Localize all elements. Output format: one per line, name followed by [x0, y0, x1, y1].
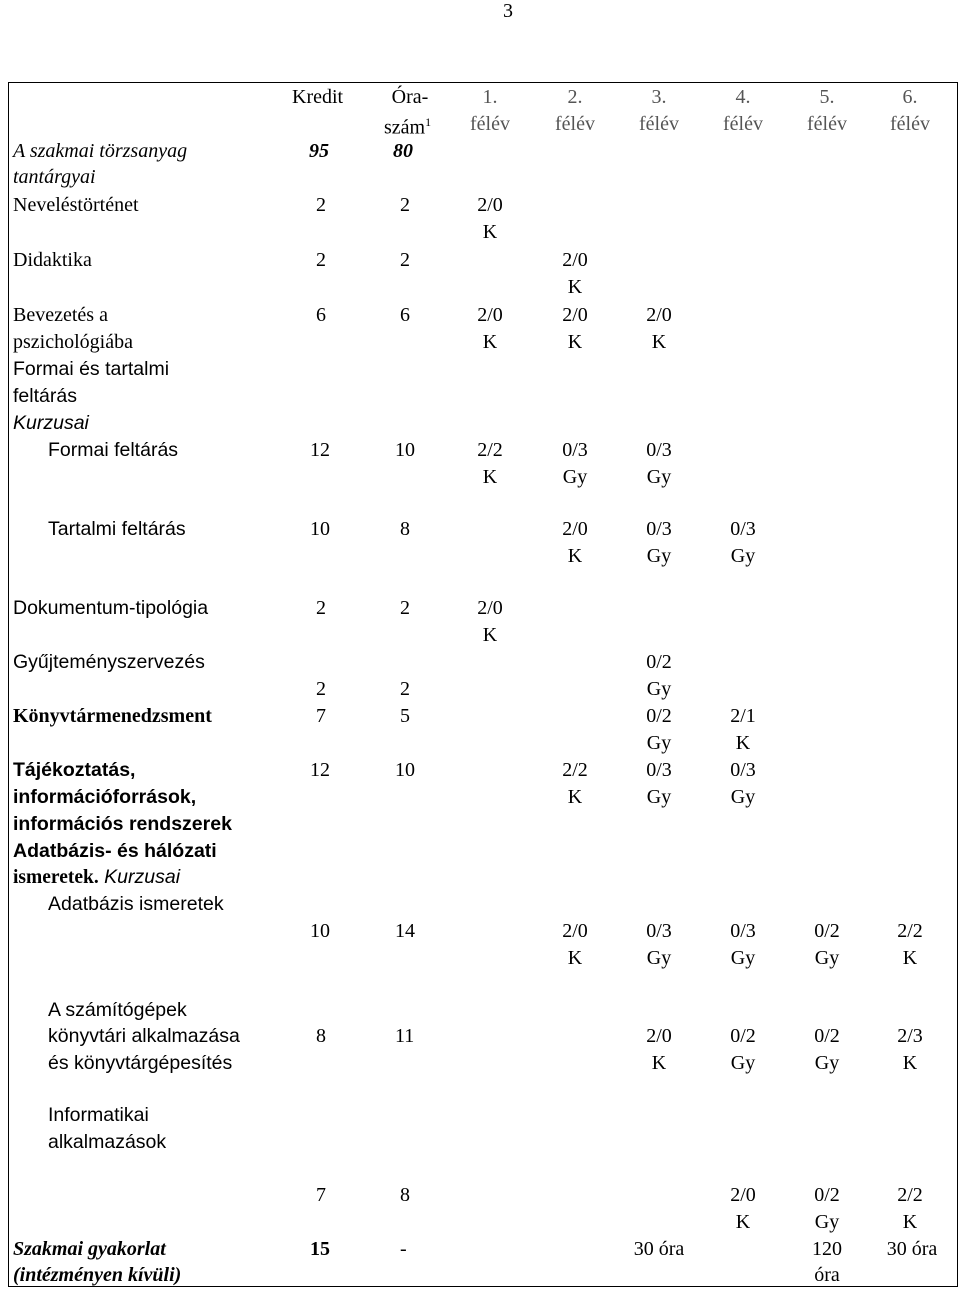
- row-formai-s3-type: Gy: [646, 466, 672, 488]
- row-bevezetes-label-line1: Bevezetés a: [13, 304, 108, 326]
- row-bevezetes-ora: 6: [400, 304, 410, 326]
- row-bevezetes-s1-type: K: [482, 331, 498, 353]
- row-szamitogepek-label-line1: A számítógépek: [48, 999, 187, 1021]
- row-formai-label: Formai feltárás: [48, 439, 179, 461]
- header-semester-2-label: félév: [555, 113, 595, 135]
- header-kredit: Kredit: [292, 86, 344, 108]
- row-gyakorlat-s5-unit: óra: [814, 1264, 840, 1286]
- header-oraszam-line1: Óra-: [391, 86, 429, 108]
- row-tajekoztatas-label-line3: információs rendszerek: [13, 813, 232, 835]
- row-nevelestortenet-s1-type: K: [482, 221, 498, 243]
- row-didaktika-s2: 2/0: [562, 249, 588, 271]
- row-gyujtemeny-s3-type: Gy: [646, 678, 672, 700]
- header-semester-5-num: 5.: [819, 86, 835, 108]
- row-adatbazis-s2: 2/0: [562, 920, 588, 942]
- row-nevelestortenet-kredit: 2: [316, 194, 326, 216]
- row-torzs-label-line1: A szakmai törzsanyag: [13, 140, 188, 162]
- row-bevezetes-kredit: 6: [316, 304, 326, 326]
- header-semester-6-label: félév: [890, 113, 930, 135]
- row-szamitogepek-s5-type: Gy: [814, 1052, 840, 1074]
- row-adatbazis-s5: 0/2: [814, 920, 840, 942]
- row-konyvtarmen-label: Könyvtármenedzsment: [13, 705, 212, 727]
- row-tajekoztatas-label-line2: információforrások,: [13, 786, 197, 808]
- row-gyujtemeny-label: Gyűjteményszervezés: [13, 651, 205, 673]
- row-formai-kredit: 12: [310, 439, 330, 461]
- header-semester-5-label: félév: [807, 113, 847, 135]
- row-formai-tartalmi-label-line1: Formai és tartalmi: [13, 358, 170, 380]
- row-tajekoztatas-s4: 0/3: [730, 759, 756, 781]
- row-tajekoztatas-s4-type: Gy: [730, 786, 756, 808]
- row-tartalmi-ora: 8: [400, 518, 410, 540]
- header-oraszam-line2: szám$^1$: [384, 115, 432, 139]
- row-bevezetes-s3: 2/0: [646, 304, 672, 326]
- row-szamitogepek-kredit: 8: [316, 1025, 326, 1047]
- row-adatbazis-s4: 0/3: [730, 920, 756, 942]
- row-informatikai-s4: 2/0: [730, 1184, 756, 1206]
- row-konyvtarmen-s3: 0/2: [646, 705, 672, 727]
- row-adatbazis-s3-type: Gy: [646, 947, 672, 969]
- row-informatikai-s4-type: K: [735, 1211, 751, 1233]
- row-tajekoztatas-s2-type: K: [567, 786, 583, 808]
- row-informatikai-s6: 2/2: [897, 1184, 923, 1206]
- header-semester-4-num: 4.: [735, 86, 751, 108]
- page-number: 3: [503, 0, 513, 22]
- row-informatikai-s5: 0/2: [814, 1184, 840, 1206]
- row-konyvtarmen-ora: 5: [400, 705, 410, 727]
- row-adatbazis-kredit: 10: [310, 920, 330, 942]
- row-szamitogepek-ora: 11: [395, 1025, 415, 1047]
- row-bevezetes-s2-type: K: [567, 331, 583, 353]
- row-gyujtemeny-ora: 2: [400, 678, 410, 700]
- row-tajekoztatas-s2: 2/2: [562, 759, 588, 781]
- row-nevelestortenet-s1: 2/0: [477, 194, 503, 216]
- row-informatikai-kredit: 7: [316, 1184, 326, 1206]
- row-konyvtarmen-kredit: 7: [316, 705, 326, 727]
- row-nevelestortenet-ora: 2: [400, 194, 410, 216]
- row-gyakorlat-s3: 30 óra: [633, 1238, 685, 1260]
- row-tajekoztatas-s3-type: Gy: [646, 786, 672, 808]
- row-szamitogepek-s3: 2/0: [646, 1025, 672, 1047]
- row-gyakorlat-s5: 120: [812, 1238, 842, 1260]
- row-tartalmi-s3: 0/3: [646, 518, 672, 540]
- row-dokumentum-ora: 2: [400, 597, 410, 619]
- row-adatbazis-ora: 14: [395, 920, 415, 942]
- row-gyakorlat-label-line1: Szakmai gyakorlat: [13, 1238, 166, 1260]
- row-tartalmi-kredit: 10: [310, 518, 330, 540]
- row-tajekoztatas-label-line1: Tájékoztatás,: [13, 759, 136, 781]
- row-bevezetes-label-line2: pszichológiába: [13, 331, 133, 353]
- row-adatbazis-s6: 2/2: [897, 920, 923, 942]
- row-konyvtarmen-s4: 2/1: [730, 705, 756, 727]
- row-szamitogepek-s4: 0/2: [730, 1025, 756, 1047]
- curriculum-table: [8, 82, 958, 1287]
- row-nevelestortenet-label: Neveléstörténet: [13, 194, 139, 216]
- header-semester-4-label: félév: [723, 113, 763, 135]
- row-tartalmi-s2: 2/0: [562, 518, 588, 540]
- row-dokumentum-s1: 2/0: [477, 597, 503, 619]
- row-adatbazis-halozati-label-line2: ismeretek. Kurzusai: [13, 866, 181, 888]
- row-szamitogepek-label-line3: és könyvtárgépesítés: [48, 1052, 233, 1074]
- row-gyujtemeny-s3: 0/2: [646, 651, 672, 673]
- row-torzs-label-line2: tantárgyai: [13, 166, 96, 188]
- row-tartalmi-s3-type: Gy: [646, 545, 672, 567]
- row-informatikai-s6-type: K: [902, 1211, 918, 1233]
- row-dokumentum-s1-type: K: [482, 624, 498, 646]
- row-formai-s2-type: Gy: [562, 466, 588, 488]
- row-informatikai-s5-type: Gy: [814, 1211, 840, 1233]
- row-gyujtemeny-kredit: 2: [316, 678, 326, 700]
- row-tajekoztatas-s3: 0/3: [646, 759, 672, 781]
- row-formai-ora: 10: [395, 439, 415, 461]
- row-didaktika-kredit: 2: [316, 249, 326, 271]
- row-gyakorlat-kredit: 15: [310, 1238, 330, 1260]
- row-szamitogepek-label-line2: könyvtári alkalmazása: [48, 1025, 240, 1047]
- row-formai-s1-type: K: [482, 466, 498, 488]
- row-formai-s1: 2/2: [477, 439, 503, 461]
- row-adatbazis-s5-type: Gy: [814, 947, 840, 969]
- row-bevezetes-s1: 2/0: [477, 304, 503, 326]
- row-formai-s3: 0/3: [646, 439, 672, 461]
- row-informatikai-label-line1: Informatikai: [48, 1104, 149, 1126]
- row-szamitogepek-s6-type: K: [902, 1052, 918, 1074]
- row-gyakorlat-label-line2: (intézményen kívüli): [13, 1264, 182, 1286]
- row-informatikai-label-line2: alkalmazások: [48, 1131, 167, 1153]
- row-tartalmi-s2-type: K: [567, 545, 583, 567]
- row-konyvtarmen-s4-type: K: [735, 732, 751, 754]
- row-dokumentum-kredit: 2: [316, 597, 326, 619]
- row-szamitogepek-s5: 0/2: [814, 1025, 840, 1047]
- row-dokumentum-label: Dokumentum-tipológia: [13, 597, 209, 619]
- row-adatbazis-halozati-label-line1: Adatbázis- és hálózati: [13, 840, 217, 862]
- row-bevezetes-s3-type: K: [651, 331, 667, 353]
- row-didaktika-label: Didaktika: [13, 249, 92, 271]
- row-adatbazis-s6-type: K: [902, 947, 918, 969]
- row-bevezetes-s2: 2/0: [562, 304, 588, 326]
- header-semester-1-label: félév: [470, 113, 510, 135]
- row-tartalmi-s4-type: Gy: [730, 545, 756, 567]
- row-szamitogepek-s4-type: Gy: [730, 1052, 756, 1074]
- row-formai-tartalmi-kurzusai: Kurzusai: [13, 412, 89, 434]
- row-tajekoztatas-ora: 10: [395, 759, 415, 781]
- row-adatbazis-s4-type: Gy: [730, 947, 756, 969]
- header-semester-2-num: 2.: [567, 86, 583, 108]
- row-didaktika-ora: 2: [400, 249, 410, 271]
- row-tartalmi-s4: 0/3: [730, 518, 756, 540]
- row-tajekoztatas-kredit: 12: [310, 759, 330, 781]
- row-adatbazis-label: Adatbázis ismeretek: [48, 893, 224, 915]
- row-gyakorlat-s6: 30 óra: [886, 1238, 938, 1260]
- row-tartalmi-label: Tartalmi feltárás: [48, 518, 186, 540]
- row-formai-s2: 0/3: [562, 439, 588, 461]
- row-adatbazis-s2-type: K: [567, 947, 583, 969]
- row-konyvtarmen-s3-type: Gy: [646, 732, 672, 754]
- row-formai-tartalmi-label-line2: feltárás: [13, 385, 77, 407]
- row-gyakorlat-ora: -: [400, 1238, 407, 1260]
- row-informatikai-ora: 8: [400, 1184, 410, 1206]
- row-adatbazis-s3: 0/3: [646, 920, 672, 942]
- header-semester-3-num: 3.: [651, 86, 667, 108]
- header-semester-1-num: 1.: [482, 86, 498, 108]
- row-szamitogepek-s3-type: K: [651, 1052, 667, 1074]
- row-szamitogepek-s6: 2/3: [897, 1025, 923, 1047]
- row-didaktika-s2-type: K: [567, 276, 583, 298]
- row-torzs-ora: 80: [393, 140, 413, 162]
- header-semester-3-label: félév: [639, 113, 679, 135]
- row-torzs-kredit: 95: [309, 140, 329, 162]
- header-semester-6-num: 6.: [902, 86, 918, 108]
